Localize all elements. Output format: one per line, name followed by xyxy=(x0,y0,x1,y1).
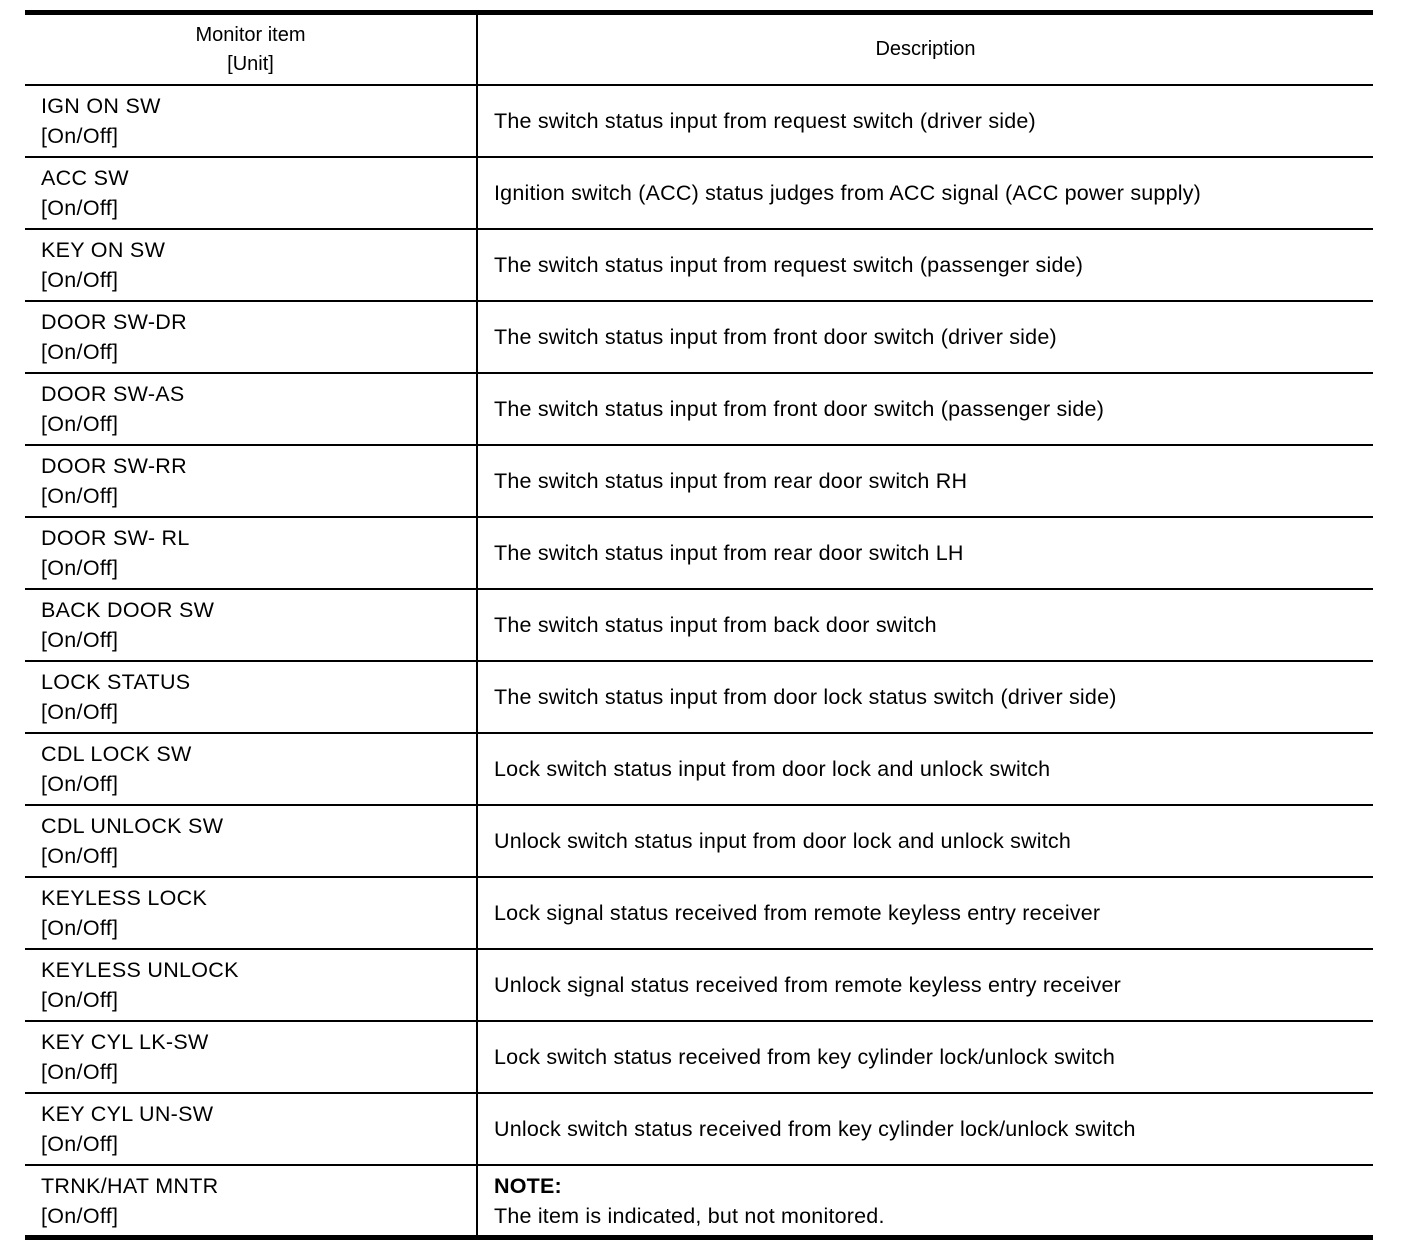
header-monitor-item xyxy=(25,13,477,86)
table-row xyxy=(25,949,1373,1021)
table-row xyxy=(25,373,1373,445)
description-cell xyxy=(477,661,1373,733)
table-row xyxy=(25,517,1373,589)
description-text: The switch status input from front door switch (passenger side) xyxy=(494,397,1105,421)
monitor-item-name: KEY CYL LK-SW xyxy=(41,1030,209,1054)
monitor-item-cell xyxy=(25,949,477,1021)
table-row xyxy=(25,589,1373,661)
monitor-item-name: DOOR SW-AS xyxy=(41,382,185,406)
monitor-item-unit: [On/Off] xyxy=(41,196,119,220)
monitor-item-unit: [On/Off] xyxy=(41,772,119,796)
table-row xyxy=(25,733,1373,805)
table-body xyxy=(25,85,1373,1238)
monitor-item-cell xyxy=(25,157,477,229)
monitor-item-name: TRNK/HAT MNTR xyxy=(41,1173,219,1198)
table-row xyxy=(25,85,1373,157)
description-text: Unlock signal status received from remote keyless entry receiver xyxy=(494,973,1121,997)
description-cell xyxy=(477,85,1373,157)
monitor-item-cell xyxy=(25,301,477,373)
description-cell xyxy=(477,1165,1373,1238)
monitor-item-name: ACC SW xyxy=(41,166,129,190)
note-text: The item is indicated, but not monitored. xyxy=(494,1203,885,1228)
monitor-item-name: CDL LOCK SW xyxy=(41,742,192,766)
monitor-item-cell xyxy=(25,661,477,733)
monitor-item-table xyxy=(25,10,1373,1240)
header-row xyxy=(25,13,1373,86)
monitor-item-unit: [On/Off] xyxy=(41,556,119,580)
table-row xyxy=(25,877,1373,949)
description-text: The switch status input from door lock status switch (driver side) xyxy=(494,685,1117,709)
monitor-item-name: IGN ON SW xyxy=(41,94,161,118)
monitor-item-cell xyxy=(25,877,477,949)
monitor-item-cell xyxy=(25,805,477,877)
monitor-item-name: CDL UNLOCK SW xyxy=(41,814,224,838)
monitor-item-cell xyxy=(25,1165,477,1238)
description-cell xyxy=(477,301,1373,373)
description-text: Ignition switch (ACC) status judges from ACC signal (ACC power supply) xyxy=(494,181,1202,205)
table-row xyxy=(25,301,1373,373)
monitor-item-cell xyxy=(25,373,477,445)
description-text: Lock signal status received from remote keyless entry receiver xyxy=(494,901,1101,925)
header-monitor-item-label: Monitor item xyxy=(195,23,306,46)
description-text: The switch status input from rear door switch RH xyxy=(494,469,968,493)
monitor-item-cell xyxy=(25,1093,477,1165)
description-text: Unlock switch status input from door lock and unlock switch xyxy=(494,829,1072,853)
description-cell xyxy=(477,589,1373,661)
monitor-item-cell xyxy=(25,445,477,517)
monitor-item-name: KEYLESS LOCK xyxy=(41,886,208,910)
monitor-item-unit: [On/Off] xyxy=(41,988,119,1012)
description-cell xyxy=(477,517,1373,589)
header-description-label: Description xyxy=(875,38,976,60)
header-description xyxy=(477,13,1373,86)
monitor-item-unit: [On/Off] xyxy=(41,628,119,652)
description-cell xyxy=(477,805,1373,877)
monitor-item-name: KEYLESS UNLOCK xyxy=(41,958,239,982)
description-cell xyxy=(477,877,1373,949)
monitor-item-unit: [On/Off] xyxy=(41,916,119,940)
table-row xyxy=(25,229,1373,301)
monitor-item-unit: [On/Off] xyxy=(41,412,119,436)
monitor-item-unit: [On/Off] xyxy=(41,268,119,292)
description-text: The switch status input from front door switch (driver side) xyxy=(494,325,1057,349)
note-title: NOTE: xyxy=(494,1173,562,1198)
monitor-item-cell xyxy=(25,1021,477,1093)
table-row xyxy=(25,157,1373,229)
monitor-item-name: DOOR SW-DR xyxy=(41,310,187,334)
monitor-item-cell xyxy=(25,733,477,805)
description-cell xyxy=(477,1021,1373,1093)
table-row xyxy=(25,1165,1373,1238)
description-cell xyxy=(477,733,1373,805)
monitor-item-unit: [On/Off] xyxy=(41,124,119,148)
description-cell xyxy=(477,229,1373,301)
monitor-item-name: LOCK STATUS xyxy=(41,670,191,694)
monitor-item-name: KEY ON SW xyxy=(41,238,166,262)
description-text: The switch status input from back door switch xyxy=(494,613,937,637)
monitor-item-name: DOOR SW- RL xyxy=(41,526,190,550)
monitor-item-unit: [On/Off] xyxy=(41,1203,119,1228)
description-cell xyxy=(477,949,1373,1021)
monitor-item-cell xyxy=(25,517,477,589)
monitor-item-unit: [On/Off] xyxy=(41,1132,119,1156)
monitor-item-name: DOOR SW-RR xyxy=(41,454,187,478)
description-cell xyxy=(477,373,1373,445)
description-text: Unlock switch status received from key cylinder lock/unlock switch xyxy=(494,1117,1136,1141)
table-header xyxy=(25,13,1373,86)
monitor-item-unit: [On/Off] xyxy=(41,1060,119,1084)
monitor-item-unit: [On/Off] xyxy=(41,340,119,364)
description-cell xyxy=(477,1093,1373,1165)
monitor-item-name: BACK DOOR SW xyxy=(41,598,215,622)
description-text: The switch status input from request switch (driver side) xyxy=(494,109,1036,133)
description-text: Lock switch status input from door lock and unlock switch xyxy=(494,757,1051,781)
table-row xyxy=(25,805,1373,877)
description-cell xyxy=(477,157,1373,229)
monitor-item-name: KEY CYL UN-SW xyxy=(41,1102,214,1126)
monitor-item-cell xyxy=(25,229,477,301)
description-cell xyxy=(477,445,1373,517)
table-row xyxy=(25,445,1373,517)
table-row xyxy=(25,661,1373,733)
description-text: The switch status input from request switch (passenger side) xyxy=(494,253,1084,277)
table-row xyxy=(25,1093,1373,1165)
monitor-item-cell xyxy=(25,85,477,157)
monitor-item-unit: [On/Off] xyxy=(41,844,119,868)
monitor-item-cell xyxy=(25,589,477,661)
monitor-item-unit: [On/Off] xyxy=(41,484,119,508)
monitor-item-unit: [On/Off] xyxy=(41,700,119,724)
description-text: The switch status input from rear door switch LH xyxy=(494,541,964,565)
table-row xyxy=(25,1021,1373,1093)
header-unit-label: [Unit] xyxy=(227,52,274,75)
description-text: Lock switch status received from key cylinder lock/unlock switch xyxy=(494,1045,1115,1069)
